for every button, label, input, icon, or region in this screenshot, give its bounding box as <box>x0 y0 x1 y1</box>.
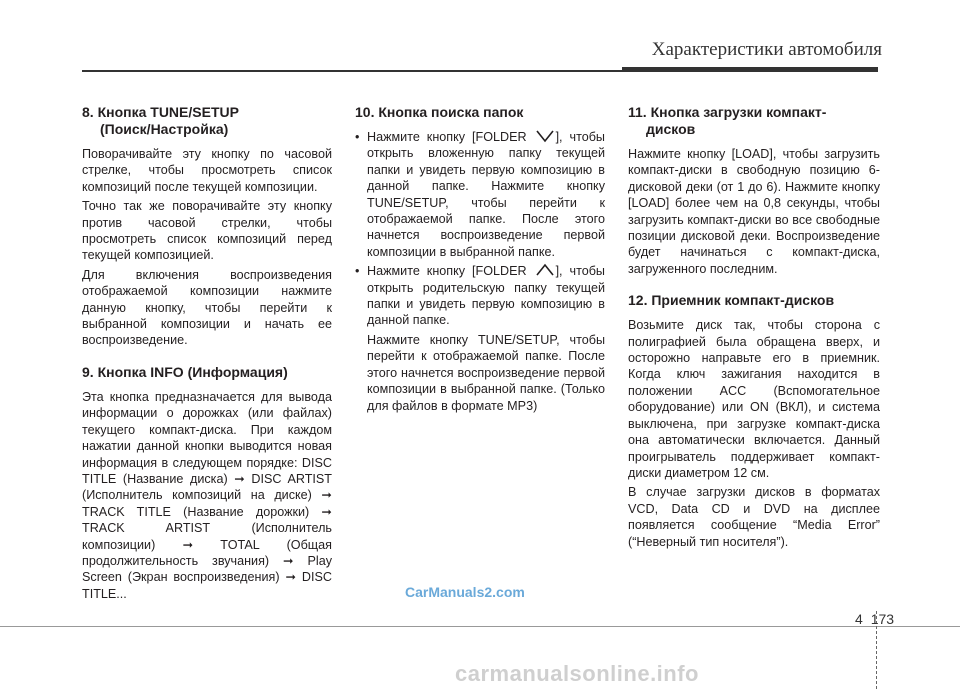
column-1 <box>82 104 332 605</box>
section-8-title-line1: Кнопка TUNE/SETUP <box>97 104 239 120</box>
watermark-carmanuals2: CarManuals2.com <box>405 584 525 600</box>
header-rule-bold <box>622 67 878 72</box>
page-number <box>855 611 894 627</box>
chevron-down-icon <box>534 129 556 143</box>
section-9-title: 9. Кнопка INFO (Информация) <box>82 363 288 380</box>
bullet-1-text-post: ], чтобы открыть вложенную папку текущей папки и увидеть первую композицию в данной папке. Нажмите кнопку TUNE/SETUP, чтобы перейти к отображаемой папке. После этого начнется воспроизведение первой композиции в выбранной папке. <box>367 130 605 259</box>
section-11-title-line2: дисков <box>646 121 696 137</box>
section-10-title: 10. Кнопка поиска папок <box>355 104 524 120</box>
section-11-title-line1: Кнопка загрузки компакт- <box>650 104 827 120</box>
section-number: 4 <box>855 611 863 627</box>
bullet-2-subtext: Нажмите кнопку TUNE/SETUP, чтобы перейти к отображаемой папке. После этого начнется воспроизведение первой композиции в выбранной папке. (Только для файлов в формате MP3) <box>367 332 605 413</box>
column-3 <box>628 104 880 553</box>
section-11-number: 11. <box>628 104 647 120</box>
bullet-2-text-post: ], чтобы открыть родительскую папку текущей папки и увидеть первую композицию в данной папке. <box>367 264 605 328</box>
page-number-value: 173 <box>870 611 895 627</box>
chevron-up-icon <box>534 263 556 277</box>
bullet-1-text-pre: Нажмите кнопку [FOLDER <box>367 130 527 144</box>
watermark-carmanualsonline: carmanualsonline.info <box>455 661 699 686</box>
section-11-title <box>628 104 880 138</box>
section-8-paragraph-2: Точно так же поворачивайте эту кнопку против часовой стрелки, чтобы просмотреть список композиций перед текущей композицией. <box>82 199 332 263</box>
section-8-paragraph-3: Для включения воспроизведения отображаемой композиции нажмите данную кнопку, чтобы перейти к выбранной композиции и начать ее воспроизведение. <box>82 267 332 348</box>
section-12-title: 12. Приемник компакт-дисков <box>628 292 835 309</box>
section-8-paragraph-1: Поворачивайте эту кнопку по часовой стрелке, чтобы просмотреть список композиций после текущей композиции. <box>82 147 332 194</box>
section-8-number: 8. <box>82 104 94 120</box>
section-12-paragraph-2: В случае загрузки дисков в форматах VCD, Data CD и DVD на дисплее появляется сообщение “Media Error” (“Неверный тип носителя”). <box>628 485 880 549</box>
section-9-paragraph-1: Эта кнопка предназначается для вывода информации о дорожках (или файлах) текущего компакт-диска. При каждом нажатии данной кнопки выводится новая информация в следующем порядке: DISC TITLE (Название диска) ➞ DISC ARTIST (Исполнитель композиций на диске) ➞ TRACK TITLE (Название дорожки) ➞ TRACK ARTIST (Исполнитель композиции) ➞ TOTAL (Общая продолжительность звучания) ➞ Play Screen (Экран воспроизведения) ➞ DISC TITLE... <box>82 389 332 601</box>
column-2 <box>355 104 605 417</box>
footer-rule <box>0 626 960 627</box>
section-10-bullet-1: • Нажмите кнопку [FOLDER ], чтобы открыть вложенную папку текущей папки и увидеть первую композицию в данной папке. Нажмите кнопку TUNE/SETUP, чтобы перейти к отображаемой папке. После этого начнется воспроизведение первой композиции в выбранной папке. <box>355 130 605 259</box>
header-title: Характеристики автомобиля <box>651 39 882 60</box>
section-11-paragraph-1: Нажмите кнопку [LOAD], чтобы загрузить компакт-диски в свободную позицию 6-дисковой деки (от 1 до 6). Нажмите кнопку [LOAD] более чем на 0,8 секунды, чтобы загрузить компакт-диски во все свободные позиции дисковой деки. Воспроизведение будет начинаться с компакт-диска, загруженного последним. <box>628 147 880 276</box>
section-8-title-line2: (Поиск/Настройка) <box>100 121 229 137</box>
bullet-2-text-pre: Нажмите кнопку [FOLDER <box>367 264 527 279</box>
header-rule <box>82 70 622 72</box>
section-12-paragraph-1: Возьмите диск так, чтобы сторона с полиграфией была обращена вверх, и осторожно направьте его в приемник. Когда ключ зажигания находится в положении ACC (Вспомогательное оборудование) или ON (ВКЛ), и система выключена, при загрузке компакт-диска она автоматически включается. Данный проигрыватель поддерживает компакт-диски диаметром 12 см. <box>628 318 880 480</box>
section-8-title <box>82 104 332 138</box>
section-10-bullet-2: • Нажмите кнопку [FOLDER ], чтобы открыть родительскую папку текущей папки и увидеть первую композицию в данной папке. Нажмите кнопку TUNE/SETUP, чтобы перейти к отображаемой папке. После этого начнется воспроизведение первой композиции в выбранной папке. (Только для файлов в формате MP3) <box>355 264 605 413</box>
